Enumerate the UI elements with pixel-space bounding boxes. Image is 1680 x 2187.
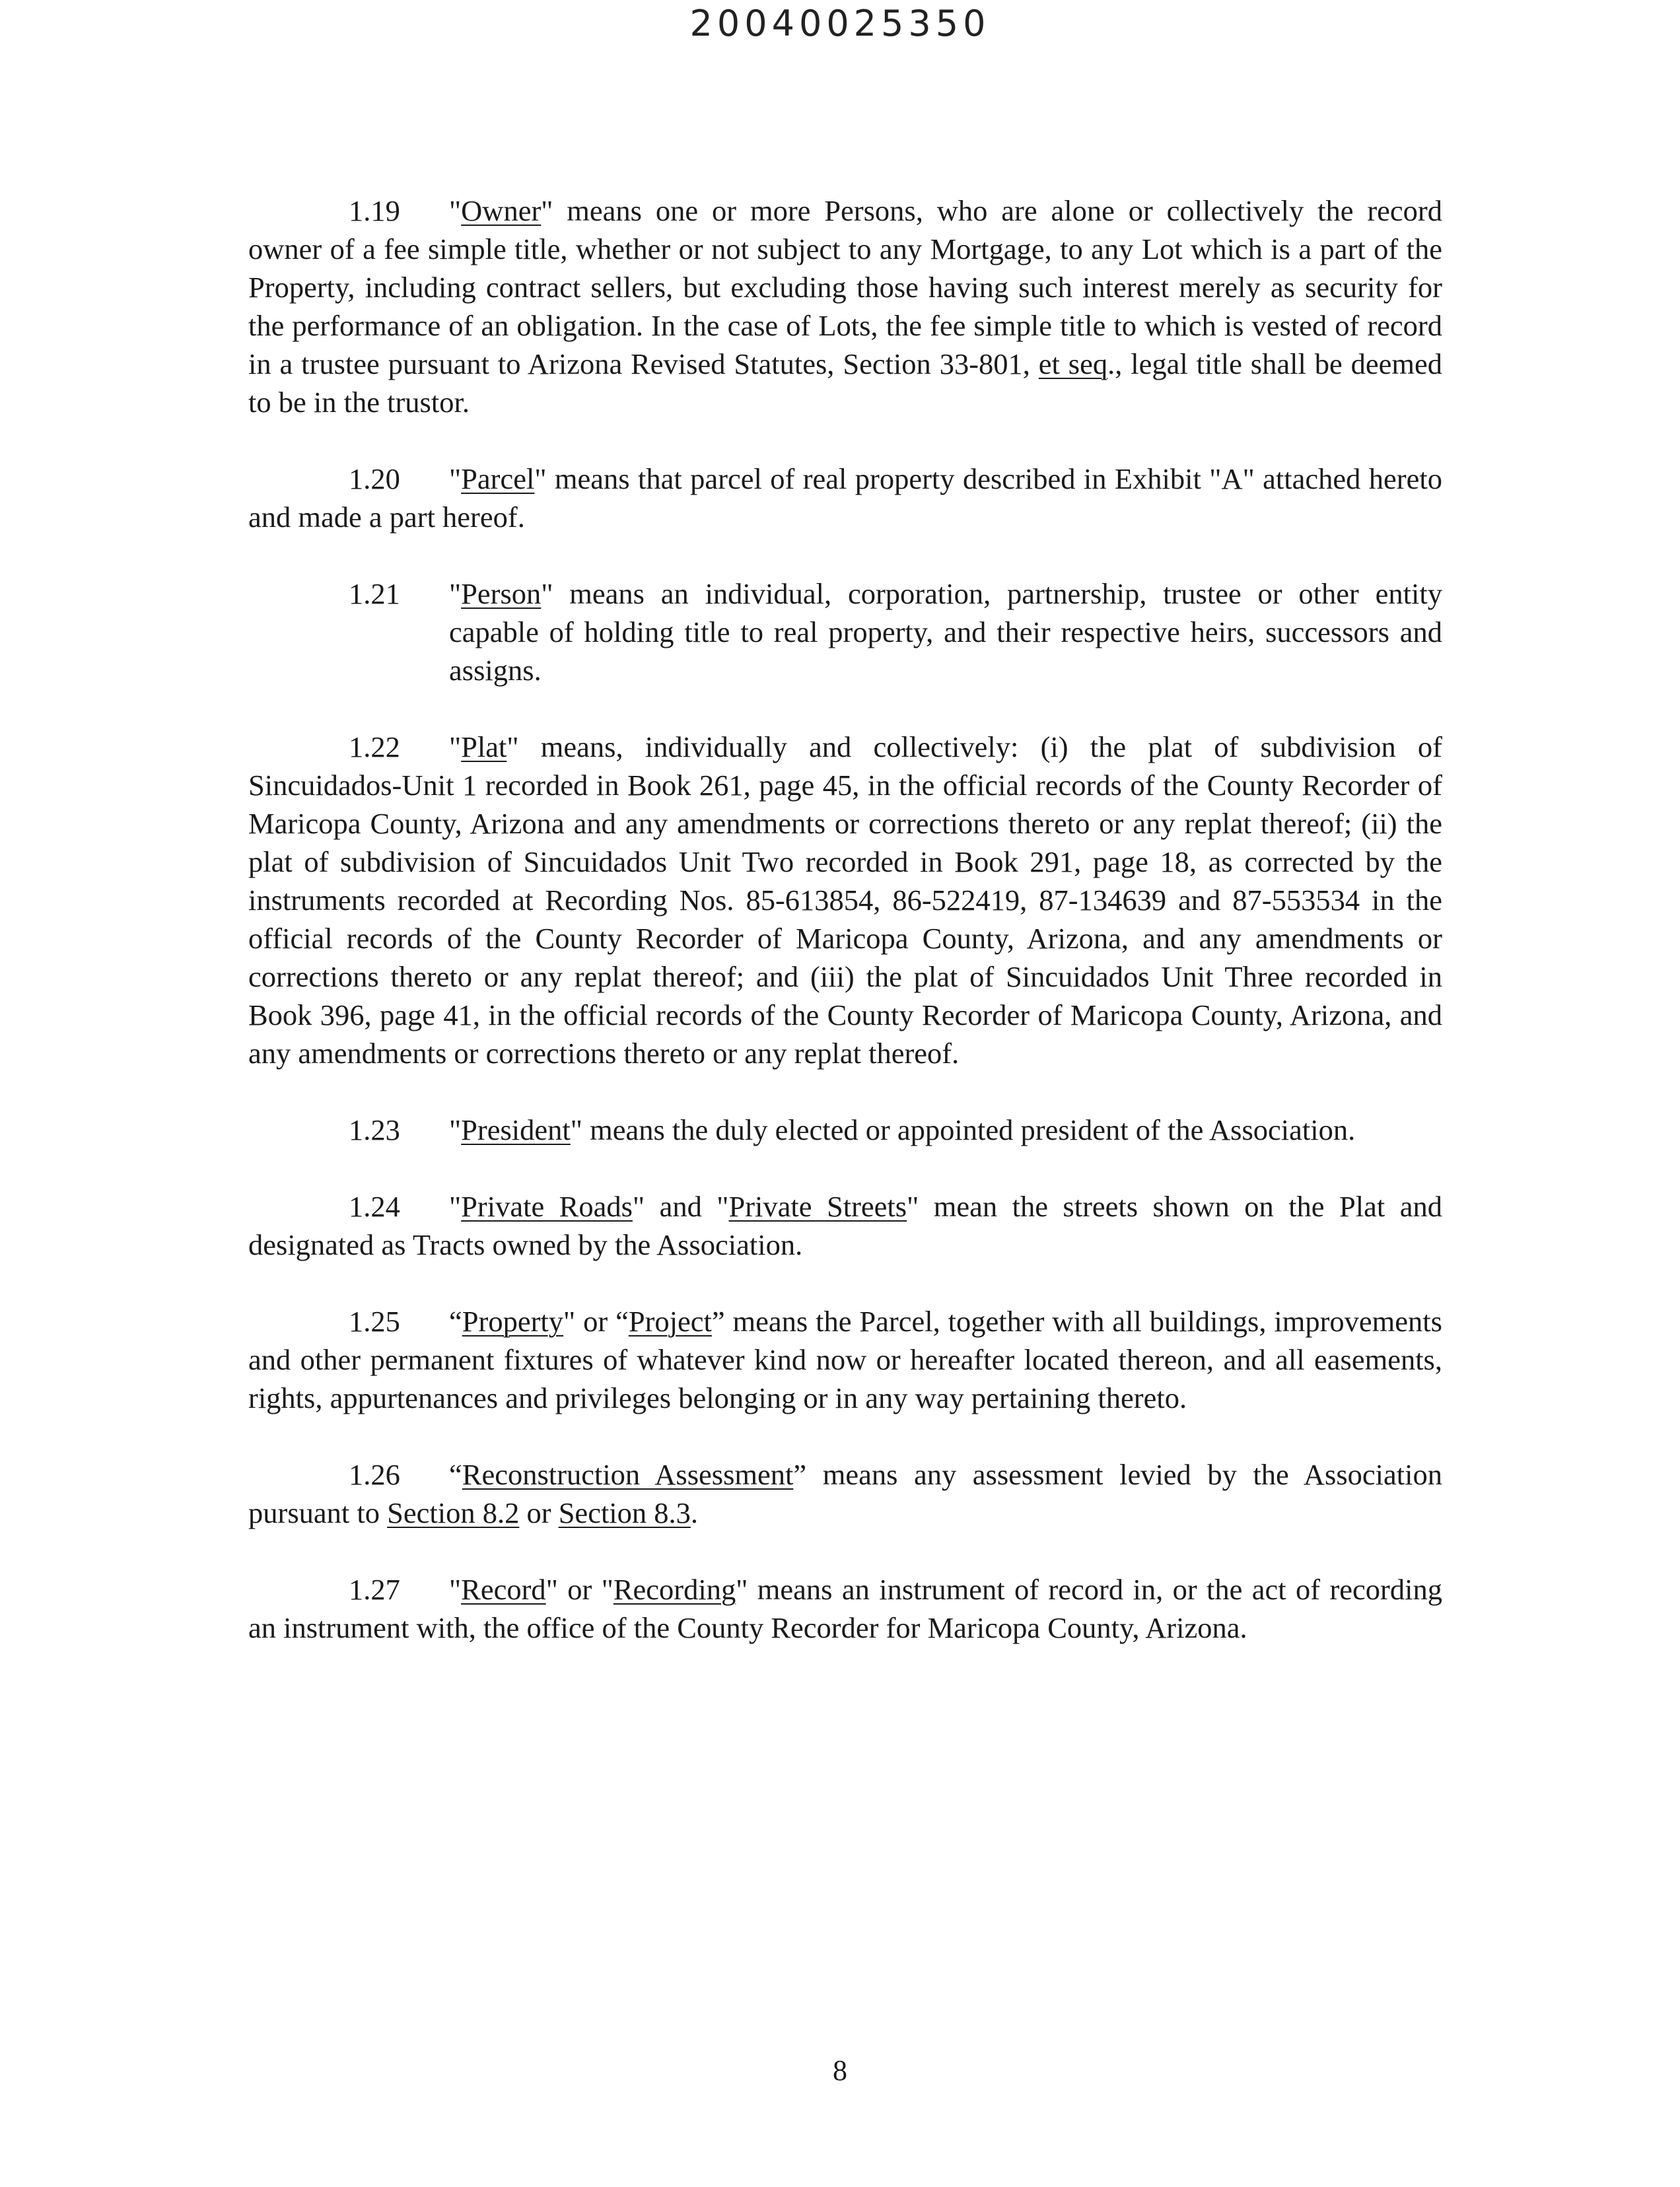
section-number: 1.19 (349, 194, 400, 227)
page-number: 8 (833, 2054, 847, 2087)
section-number: 1.21 (349, 577, 400, 610)
defined-term-project: Project (628, 1305, 712, 1338)
quote-mark: “ (449, 1458, 462, 1491)
defined-term-reconstruction-assessment: Reconstruction Assessment (462, 1458, 794, 1491)
quote-mark: " (449, 577, 462, 610)
section-number: 1.20 (349, 462, 400, 495)
section-text-tail: ., legal title shall be deemed to be in the trustor. (248, 347, 1442, 419)
quote-mark: “ (449, 1305, 462, 1338)
section-text: " mean the streets shown on the Plat and designated as Tracts owned by the Association. (248, 1190, 1442, 1261)
defined-term-private-roads: Private Roads (461, 1190, 633, 1223)
defined-term-parcel: Parcel (461, 462, 535, 495)
section-1-26 (248, 1455, 1442, 1532)
section-text: " means that parcel of real property described in Exhibit "A" attached hereto and made a part hereof. (248, 462, 1442, 534)
defined-term-record: Record (461, 1573, 546, 1606)
defined-term-owner: Owner (461, 194, 542, 227)
section-1-23 (248, 1111, 1442, 1149)
section-text-tail: . (690, 1496, 699, 1529)
section-number: 1.25 (349, 1305, 400, 1338)
section-number: 1.24 (349, 1190, 400, 1223)
defined-term-person: Person (461, 577, 542, 610)
section-1-19 (248, 191, 1442, 421)
defined-term-recording: Recording (613, 1573, 736, 1606)
connector-text: or (519, 1496, 559, 1529)
quote-mark: " (449, 462, 462, 495)
section-text: " means, individually and collectively: (i) the plat of subdivision of Sincuidados-Unit 1 recorded in Book 261, page 45, in the official records of the County Recorder of Maricopa County, Arizona and any amendments or corrections thereto or any replat thereof; (ii) the plat of subdivision of Sincuidados Unit Two recorded in Book 291, page 18, as corrected by the instruments recorded at Recording Nos. 85-613854, 86-522419, 87-134639 and 87-553534 in the official records of the County Recorder of Maricopa County, Arizona, and any amendments or corrections thereto or any replat thereof; and (iii) the plat of Sincuidados Unit Three recorded in Book 396, page 41, in the official records of the County Recorder of Maricopa County, Arizona, and any amendments or corrections thereto or any replat thereof. (248, 730, 1442, 1070)
section-number: 1.26 (349, 1458, 400, 1491)
section-1-25 (248, 1302, 1442, 1417)
section-number: 1.27 (349, 1573, 400, 1606)
document-body (248, 191, 1442, 1685)
defined-term-president: President (461, 1113, 571, 1146)
quote-mark: " (449, 194, 462, 227)
section-reference-8-3: Section 8.3 (558, 1496, 691, 1529)
quote-mark: " (449, 1190, 462, 1223)
quote-mark: " (449, 1573, 462, 1606)
connector-text: " and " (632, 1190, 729, 1223)
section-text: " means the duly elected or appointed president of the Association. (570, 1113, 1356, 1146)
section-text: ” means the Parcel, together with all buildings, improvements and other permanent fixtures of whatever kind now or hereafter located thereon, and all easements, rights, appurtenances and privileges belonging or in any way pertaining thereto. (248, 1305, 1442, 1414)
defined-term-plat: Plat (461, 730, 507, 763)
section-reference-8-2: Section 8.2 (387, 1496, 520, 1529)
et-seq: et seq (1038, 347, 1108, 380)
section-1-22 (248, 728, 1442, 1072)
section-1-27 (248, 1570, 1442, 1647)
section-1-20 (248, 460, 1442, 536)
section-number: 1.22 (349, 730, 400, 763)
quote-mark: " (449, 730, 462, 763)
section-text: ” means any assessment levied by the Association pursuant to (248, 1458, 1442, 1529)
section-1-21 (248, 574, 1442, 689)
section-text: " means an individual, corporation, partnership, trustee or other entity capable of holding title to real property, and their respective heirs, successors and assigns. (449, 577, 1442, 687)
connector-text: " or “ (563, 1305, 629, 1338)
connector-text: " or " (545, 1573, 613, 1606)
section-text: " means one or more Persons, who are alone or collectively the record owner of a fee simple title, whether or not subject to any Mortgage, to any Lot which is a part of the Property, including contract sellers, but excluding those having such interest merely as security for the performance of an obligation. In the case of Lots, the fee simple title to which is vested of record in a trustee pursuant to Arizona Revised Statutes, Section 33-801, (248, 194, 1442, 380)
document-number: 20040025350 (689, 3, 991, 44)
defined-term-private-streets: Private Streets (728, 1190, 907, 1223)
quote-mark: " (449, 1113, 462, 1146)
defined-term-property: Property (462, 1305, 564, 1338)
section-text: " means an instrument of record in, or the act of recording an instrument with, the office of the County Recorder for Maricopa County, Arizona. (248, 1573, 1442, 1644)
section-1-24 (248, 1187, 1442, 1264)
section-number: 1.23 (349, 1113, 400, 1146)
